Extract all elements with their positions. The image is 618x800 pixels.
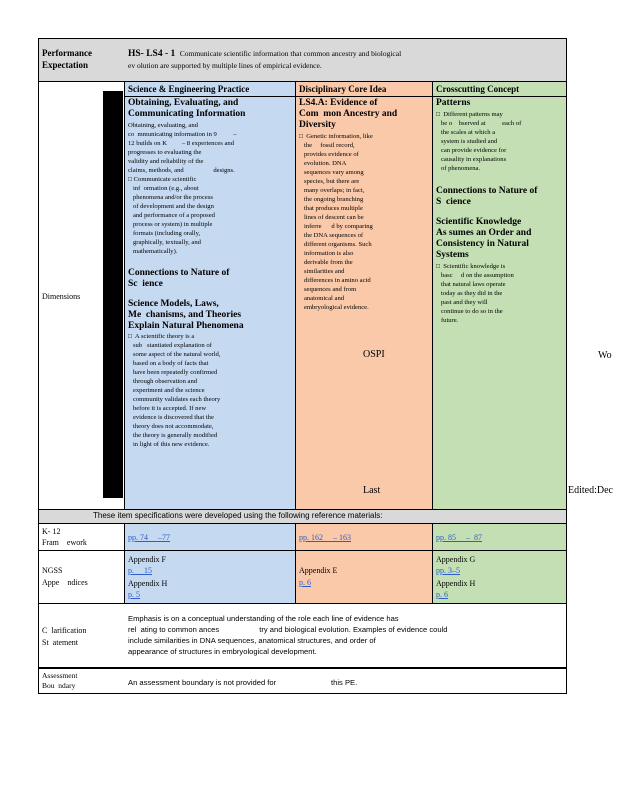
dci-title-line1: LS4.A: Evidence of xyxy=(299,98,378,108)
ngss-label-line1: NGSS xyxy=(42,566,63,575)
ngss-ccc-appendix-g-page-link[interactable]: pp. 3–5 xyxy=(436,566,460,575)
sep-body-line: of development and the design xyxy=(128,203,214,210)
ccc-body-line: causality in explanations xyxy=(436,156,507,163)
sep-models-line: community validates each theory xyxy=(128,396,221,403)
dci-body-line: provides evidence of xyxy=(299,151,359,158)
divider xyxy=(432,82,433,509)
clarification-line: Emphasis is on a conceptual understanding of the role each line of evidence has xyxy=(128,614,399,623)
ccc-body xyxy=(436,110,564,173)
dci-content xyxy=(299,98,430,312)
sep-models-line: have been repeatedly confirmed xyxy=(128,369,218,376)
divider xyxy=(124,82,125,509)
ccc-sk-title-line2: As sumes an Order and xyxy=(436,228,532,238)
dimensions-label: Dimensions xyxy=(42,292,81,301)
ccc-column-header: Crosscutting Concept xyxy=(436,84,520,94)
sep-models-title-line1: Science Models, Laws, xyxy=(128,299,219,309)
divider xyxy=(432,524,433,603)
divider xyxy=(38,603,567,604)
ccc-sk-body xyxy=(436,262,564,325)
ngss-dci-appendix-e-page-link[interactable]: p. 6 xyxy=(299,578,311,587)
pe-label-line2: Expectation xyxy=(42,60,88,70)
sep-models-line: sub stantiated explanation of xyxy=(128,342,212,349)
dci-body-line: that produces multiple xyxy=(299,205,363,212)
ccc-sk-line: future. xyxy=(436,317,459,324)
ccc-sk-line: past and they will xyxy=(436,299,488,306)
ccc-sk-line: that natural laws operate xyxy=(436,281,506,288)
ccc-nos-title-line2: S cience xyxy=(436,197,471,207)
ccc-body-line: of phenomena. xyxy=(436,165,481,172)
ccc-sk-line: today as they did in the xyxy=(436,290,503,297)
ccc-body-line: □ Different patterns may xyxy=(436,111,503,118)
clarification-label-line2: St atement xyxy=(42,638,78,647)
assessment-label-line2: Bou ndary xyxy=(42,681,76,690)
divider xyxy=(38,667,567,669)
k12-sep-pages-link[interactable]: pp. 74 –77 xyxy=(128,533,170,542)
dci-body-line: many overlaps; in fact, xyxy=(299,187,365,194)
last-overlay-text: Last xyxy=(363,485,381,496)
dci-body-line: different organisms. Such xyxy=(299,241,372,248)
sep-body-line: Obtaining, evaluating, and xyxy=(128,122,198,129)
dci-body xyxy=(299,132,430,312)
sep-body-line: 12 builds on K – 8 experiences and xyxy=(128,140,235,147)
sep-body-line: phenomena and/or the process xyxy=(128,194,213,201)
edited-overlay-text: Edited:Dec xyxy=(568,485,613,496)
sep-models-line: through observation and xyxy=(128,378,198,385)
sep-body xyxy=(128,121,293,256)
dci-title-line2: Com mon Ancestry and xyxy=(299,109,398,119)
sep-nos-title-line2: Sc ience xyxy=(128,279,163,289)
sep-models-title-line2: Me chanisms, and Theories xyxy=(128,310,242,320)
sep-models-line: experiment and the science xyxy=(128,387,205,394)
sep-title-line1: Obtaining, Evaluating, and xyxy=(128,98,239,108)
ospi-overlay-text: OSPI xyxy=(363,349,385,360)
clarification-line: rel ating to common ances try and biological evolution. Examples of evidence could xyxy=(128,625,448,634)
pe-text: Communicate scientific information that common ancestry and biological xyxy=(179,49,402,58)
dci-body-line: sequences and from xyxy=(299,286,357,293)
ccc-body-line: the scales at which a xyxy=(436,129,496,136)
k12-label-line1: K- 12 xyxy=(42,527,61,536)
divider xyxy=(38,509,567,510)
assessment-label-line1: Assessment xyxy=(42,671,78,680)
dci-body-line: inferre d by comparing xyxy=(299,223,373,230)
reference-note: These item specifications were developed using the following reference materials: xyxy=(93,511,383,520)
ngss-ccc-appendix-h-page-link[interactable]: p. 6 xyxy=(436,590,448,599)
sep-models-line: some aspect of the natural world, xyxy=(128,351,221,358)
pe-text-line2: ev olution are supported by multiple lines of empirical evidence. xyxy=(128,61,322,70)
sep-body-line: inf ormation (e.g., about xyxy=(128,185,199,192)
sep-models-line: evidence is discovered that the xyxy=(128,414,214,421)
k12-ccc-pages-link[interactable]: pp. 85 – 87 xyxy=(436,533,482,542)
divider xyxy=(124,96,566,97)
ccc-sk-title-line1: Scientific Knowledge xyxy=(436,217,522,227)
divider xyxy=(124,524,125,603)
ngss-ccc-appendix-h: Appendix H xyxy=(436,579,476,588)
pe-text-line1 xyxy=(128,48,401,60)
dci-column-header: Disciplinary Core Idea xyxy=(299,84,387,94)
sep-nos-title-line1: Connections to Nature of xyxy=(128,268,230,278)
dci-body-line: sequences vary among xyxy=(299,169,364,176)
ccc-content xyxy=(436,98,564,325)
sep-models-title-line3: Explain Natural Phenomena xyxy=(128,321,244,331)
sep-column-header: Science & Engineering Practice xyxy=(128,84,250,94)
dci-body-line: similarities and xyxy=(299,268,345,275)
ccc-sk-title-line4: Systems xyxy=(436,250,469,260)
dci-body-line: differences in amino acid xyxy=(299,277,371,284)
ngss-ccc-appendix-g: Appendix G xyxy=(436,555,476,564)
ngss-dci-cell xyxy=(295,551,432,603)
dci-title-line3: Diversity xyxy=(299,120,336,130)
sep-body-line: graphically, textually, and xyxy=(128,239,201,246)
ngss-sep-appendix-h: Appendix H xyxy=(128,579,168,588)
sep-body-line: claims, methods, and designs. xyxy=(128,167,235,174)
dci-body-line: the DNA sequences of xyxy=(299,232,364,239)
pe-code: HS- LS4 - 1 xyxy=(128,49,176,59)
sep-models-line: in light of this new evidence. xyxy=(128,441,210,448)
ngss-sep-appendix-h-page-link[interactable]: p. 5 xyxy=(128,590,140,599)
dci-body-line: evolution. DNA xyxy=(299,160,347,167)
sep-body-line: mathematically). xyxy=(128,248,178,255)
ccc-body-line: system is studied and xyxy=(436,138,498,145)
ngss-sep-appendix-f-page-link[interactable]: p. 15 xyxy=(128,566,152,575)
sep-models-line: the theory is generally modified xyxy=(128,432,218,439)
ccc-sk-line: continue to do so in the xyxy=(436,308,503,315)
dci-body-line: the ongoing branching xyxy=(299,196,364,203)
sep-body-line: formats (including orally, xyxy=(128,230,201,237)
clarification-text xyxy=(128,613,448,657)
dci-body-line: embryological evidence. xyxy=(299,304,369,311)
dci-body-line: anatomical and xyxy=(299,295,345,302)
black-redaction-bar xyxy=(103,91,123,498)
clarification-label-line1: C larification xyxy=(42,626,87,635)
ccc-sk-title-line3: Consistency in Natural xyxy=(436,239,529,249)
sep-body-line: co mmunicating information in 9 – xyxy=(128,131,237,138)
dci-body-line: species, but there are xyxy=(299,178,360,185)
sep-models-line: before it is accepted. If new xyxy=(128,405,207,412)
dci-body-line: derivable from the xyxy=(299,259,353,266)
ngss-label-line2: Appe ndices xyxy=(42,578,88,587)
k12-dci-pages-link[interactable]: pp. 162 – 163 xyxy=(299,533,351,542)
sep-models-body xyxy=(128,332,293,449)
ccc-title-patterns: Patterns xyxy=(436,98,471,108)
ngss-dci-appendix-e: Appendix E xyxy=(299,566,338,575)
dci-body-line: the fossil record, xyxy=(299,142,355,149)
pe-label-line1: Performance xyxy=(42,48,92,58)
sep-content xyxy=(128,98,293,449)
sep-body-line: progresses to evaluating the xyxy=(128,149,202,156)
clarification-line: include similarities in DNA sequences, anatomical structures, and order of xyxy=(128,636,376,645)
ccc-nos-title-line1: Connections to Nature of xyxy=(436,186,538,196)
dci-body-line: lines of descent can be xyxy=(299,214,364,221)
assessment-boundary-text: An assessment boundary is not provided for this PE. xyxy=(128,678,358,687)
dci-body-line: information is also xyxy=(299,250,354,257)
ngss-sep-appendix-f: Appendix F xyxy=(128,555,166,564)
divider xyxy=(295,82,296,509)
ccc-body-line: be o bserved at each of xyxy=(436,120,522,127)
sep-models-line: □ A scientific theory is a xyxy=(128,333,195,340)
sep-models-line: based on a body of facts that xyxy=(128,360,209,367)
sep-title-line2: Communicating Information xyxy=(128,109,246,119)
dci-body-line: □ Genetic information, like xyxy=(299,133,373,140)
ccc-body-line: can provide evidence for xyxy=(436,147,507,154)
sep-models-line: theory does not accommodate, xyxy=(128,423,214,430)
k12-label-line2: Fram ework xyxy=(42,538,87,547)
divider xyxy=(295,524,296,603)
sep-body-line: validity and reliability of the xyxy=(128,158,204,165)
clarification-line: appearance of structures in embryological development. xyxy=(128,647,317,656)
sep-body-line: process or system) in multiple xyxy=(128,221,213,228)
ccc-sk-line: □ Scientific knowledge is xyxy=(436,263,506,270)
wo-overlay-text: Wo xyxy=(598,350,612,361)
sep-body-line: □ Communicate scientific xyxy=(128,176,197,183)
ccc-sk-line: basc d on the assumption xyxy=(436,272,514,279)
sep-body-line: and performance of a proposed xyxy=(128,212,215,219)
